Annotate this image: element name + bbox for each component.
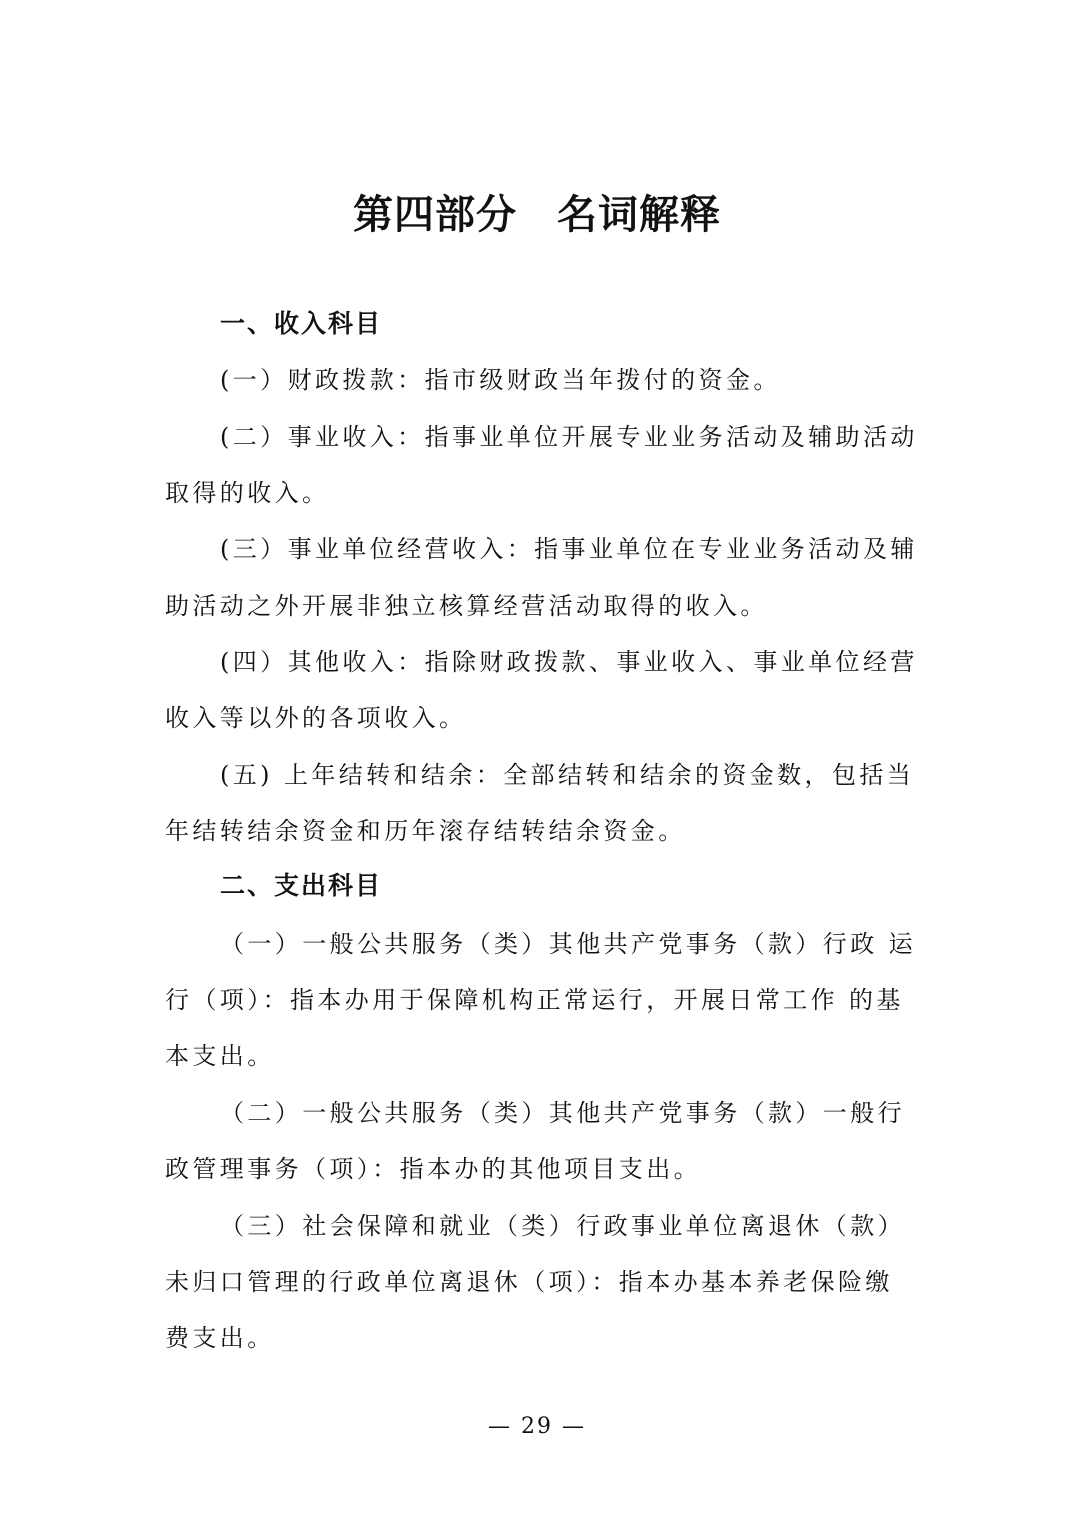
expense-item-1-line-1: （一）一般公共服务（类）其他共产党事务（款）行政 运 — [220, 930, 917, 958]
title-name: 名词解释 — [557, 192, 721, 238]
income-item-2-line-2: 取得的收入。 — [165, 479, 330, 507]
income-item-4-line-2: 收入等以外的各项收入。 — [165, 704, 467, 732]
section-heading-expense: 二、支出科目 — [220, 871, 383, 900]
income-item-5-line-1: (五) 上年结转和结余：全部结转和结余的资金数，包括当 — [220, 761, 915, 789]
expense-item-3-line-2: 未归口管理的行政单位离退休（项）：指本办基本养老保险缴 — [165, 1268, 893, 1296]
expense-item-2-line-2: 政管理事务（项）：指本办的其他项目支出。 — [165, 1155, 701, 1183]
income-item-4-line-1: (四）其他收入：指除财政拨款、事业收入、事业单位经营 — [220, 648, 918, 676]
income-item-1-line-1: (一）财政拨款：指市级财政当年拨付的资金。 — [220, 366, 781, 394]
expense-item-1-line-3: 本支出。 — [165, 1042, 275, 1070]
expense-item-3-line-3: 费支出。 — [165, 1324, 275, 1352]
expense-item-3-line-1: （三）社会保障和就业（类）行政事业单位离退休（款） — [220, 1212, 905, 1240]
income-item-2-line-1: (二）事业收入：指事业单位开展专业业务活动及辅助活动 — [220, 423, 918, 451]
income-item-3-line-2: 助活动之外开展非独立核算经营活动取得的收入。 — [165, 592, 768, 620]
page-title — [0, 188, 1074, 242]
expense-item-1-line-2: 行（项）：指本办用于保障机构正常运行，开展日常工作 的基 — [165, 986, 904, 1014]
income-item-3-line-1: (三）事业单位经营收入：指事业单位在专业业务活动及辅 — [220, 535, 918, 563]
income-item-5-line-2: 年结转结余资金和历年滚存结转结余资金。 — [165, 817, 686, 845]
expense-item-2-line-1: （二）一般公共服务（类）其他共产党事务（款）一般行 — [220, 1099, 905, 1127]
section-heading-income: 一、收入科目 — [220, 309, 383, 338]
title-part: 第四部分 — [353, 192, 517, 238]
page-number: — 29 — — [488, 1414, 586, 1439]
